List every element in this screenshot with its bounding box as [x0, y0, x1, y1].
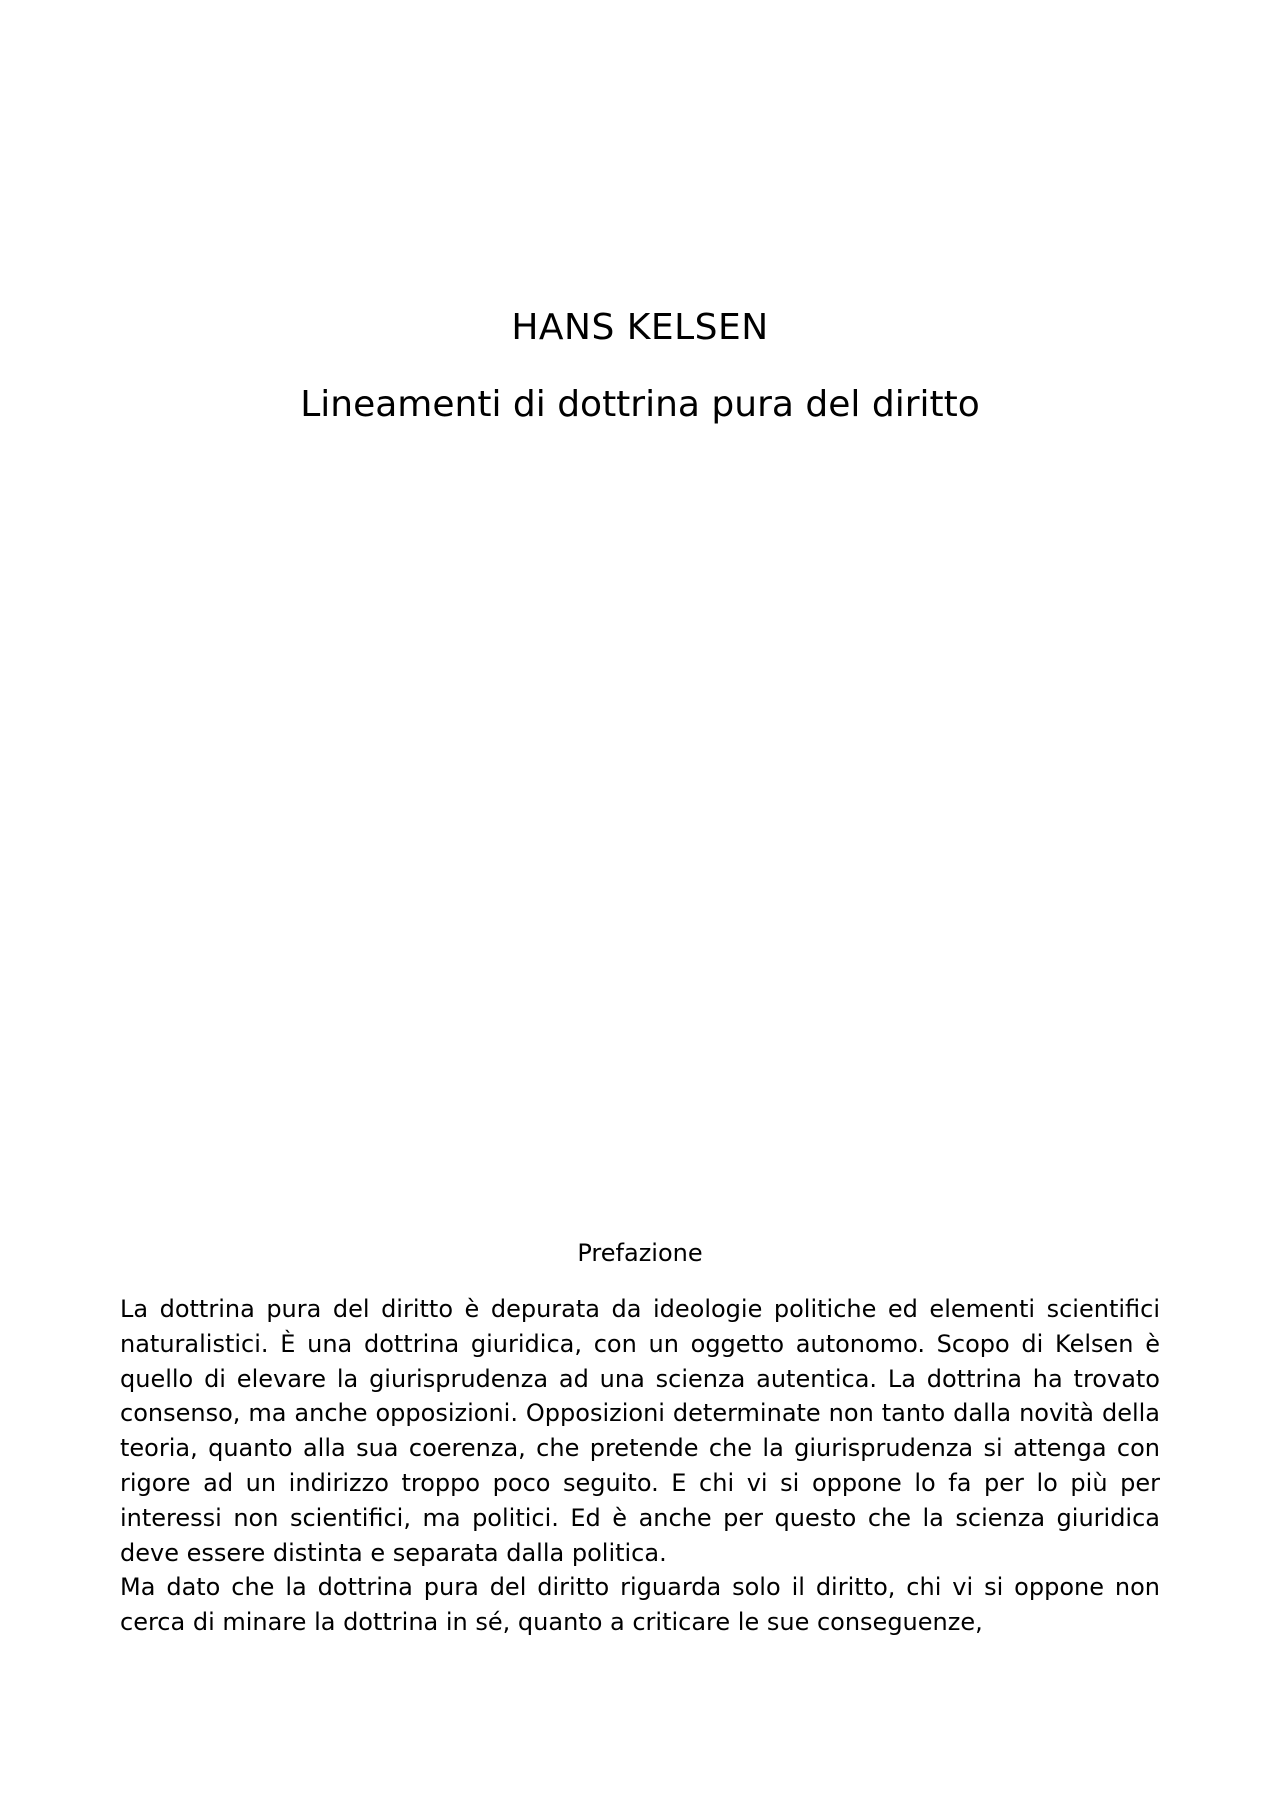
- book-title: Lineamenti di dottrina pura del diritto: [300, 384, 980, 425]
- paragraph-1: La dottrina pura del diritto è depurata da ideologie politiche ed elementi scientifici naturalistici. È una dottrina giuridica, con un oggetto autonomo. Scopo di Kelsen è quello di elevare la giurisprudenza ad una scienza autentica. La dottrina ha trovato consenso, ma anche opposizioni. Opposizioni determinate non tanto dalla novità della teoria, quanto alla sua coerenza, che pretende che la giurisprudenza si attenga con rigore ad un indirizzo troppo poco seguito. E chi vi si oppone lo fa per lo più per interessi non scientifici, ma politici. Ed è anche per questo che la scienza giuridica deve essere distinta e separata dalla politica.: [120, 1295, 1160, 1567]
- section-heading: Prefazione: [577, 1239, 703, 1267]
- paragraph-2: Ma dato che la dottrina pura del diritto riguarda solo il diritto, chi vi si oppone non cerca di minare la dottrina in sé, quanto a criticare le sue conseguenze,: [120, 1573, 1160, 1637]
- body-text: [120, 1292, 1160, 1640]
- author-name: HANS KELSEN: [511, 307, 769, 348]
